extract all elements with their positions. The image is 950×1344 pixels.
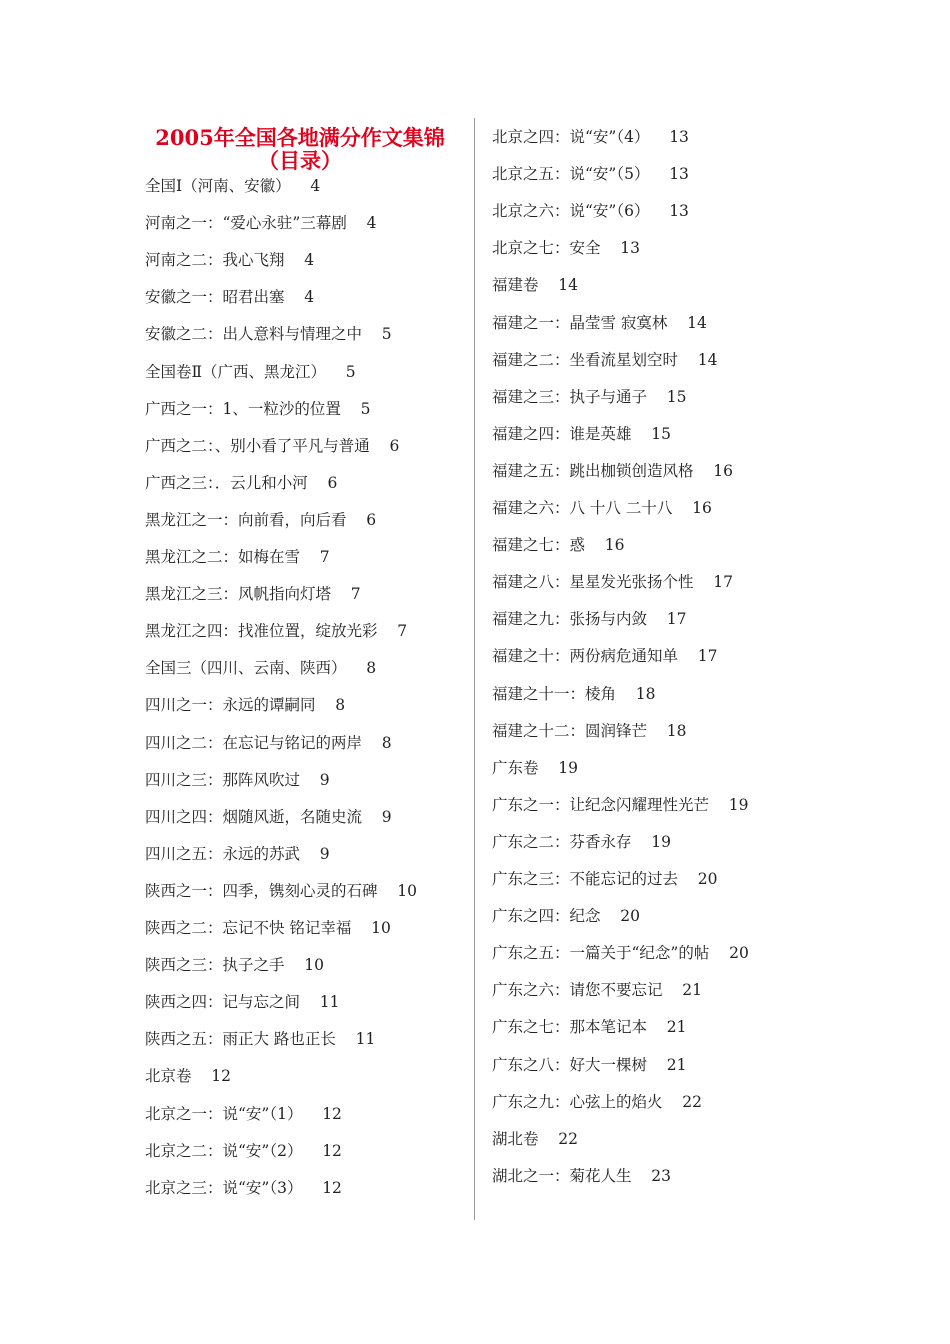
toc-entry-page: 11 [355,1030,376,1049]
toc-entry-title: 陕西之三：执子之手 [145,956,285,975]
toc-entry-title: 安徽之一：昭君出塞 [145,288,285,307]
toc-entry-page: 8 [335,696,346,715]
toc-entry-page: 22 [682,1092,702,1111]
toc-entry [145,510,376,530]
toc-entry-page: 15 [651,424,671,443]
toc-entry [145,1104,342,1124]
toc-entry [145,770,330,790]
toc-entry-page: 4 [304,251,315,270]
toc-entry [145,881,417,901]
toc-entry-title: 安徽之二：出人意料与情理之中 [145,325,363,344]
toc-entry-page: 4 [366,214,377,233]
toc-entry-page: 10 [371,919,391,937]
toc-entry-title: 福建之四：谁是英雄 [492,424,632,443]
toc-entry-page: 5 [345,362,356,381]
toc-entry [492,238,640,258]
toc-entry-title: 河南之一：“爱心永驻”三幕剧 [145,214,347,233]
toc-entry-title: 广东之五：一篇关于“纪念”的帖 [492,944,710,963]
toc-entry [145,436,399,456]
toc-entry [492,1129,578,1149]
toc-entry-title: 广西之三：．云儿和小河 [145,473,308,492]
toc-entry-title: 四川之二：在忘记与铭记的两岸 [145,733,363,752]
toc-entry [145,695,345,715]
toc-entry-title: 全国卷Ⅱ（广西、黑龙江） [145,362,327,381]
toc-entry-page: 16 [713,461,733,480]
toc-entry-title: 陕西之四：记与忘之间 [145,993,301,1012]
toc-entry-page: 13 [669,165,689,184]
toc-entry-page: 19 [651,832,671,851]
toc-entry-page: 13 [620,239,640,258]
toc-entry-page: 7 [397,622,408,641]
toc-entry-title: 福建卷 [492,276,539,295]
toc-entry-page: 19 [558,758,578,777]
toc-entry-title: 福建之七：惑 [492,536,586,555]
toc-entry-page: 16 [604,536,625,555]
toc-entry-page: 12 [211,1067,231,1086]
toc-entry [492,943,749,963]
toc-entry-title: 广西之二：、别小看了平凡与普通 [145,436,370,455]
toc-entry-page: 18 [666,721,687,740]
toc-entry-title: 广东之三：不能忘记的过去 [492,870,679,888]
toc-entry [145,1178,342,1198]
toc-entry-page: 12 [322,1178,342,1197]
toc-entry-page: 15 [666,387,687,406]
toc-entry-page: 12 [322,1141,342,1160]
toc-entry-page: 20 [729,944,749,963]
toc-entry-title: 广东之六：请您不要忘记 [492,981,663,1000]
toc-entry [492,869,717,889]
toc-entry-title: 福建之十：两份病危通知单 [492,647,679,666]
toc-entry [145,324,392,344]
toc-entry-title: 四川之五：永远的苏武 [145,844,301,863]
toc-entry-title: 福建之十二：圆润锋芒 [492,721,648,740]
toc-entry [492,1055,686,1075]
toc-entry [492,572,733,592]
toc-entry-title: 北京之五：说“安”（5） [492,165,650,184]
toc-entry-title: 黑龙江之一：向前看，向后看 [145,510,347,529]
toc-entry [492,350,717,370]
toc-entry-page: 13 [669,202,689,221]
toc-entry [145,658,376,678]
toc-entry-title: 河南之二：我心飞翔 [145,251,285,270]
toc-entry [145,176,320,196]
toc-entry-page: 9 [319,844,330,863]
toc-entry-page: 12 [322,1104,342,1123]
toc-entry-title: 北京卷 [145,1067,192,1086]
toc-entry-page: 8 [366,659,377,678]
toc-entry [145,473,337,493]
toc-entry-title: 广西之一：1、一粒沙的位置 [145,399,341,418]
toc-entry-title: 广东之二：芬香永存 [492,832,632,851]
toc-entry-page: 9 [381,807,392,826]
toc-entry-title: 全国Ⅰ（河南、安徽） [145,177,291,195]
toc-entry-title: 黑龙江之四：找准位置，绽放光彩 [145,622,378,641]
toc-entry-page: 20 [620,907,640,926]
toc-entry-title: 陕西之二：忘记不快 铭记幸福 [145,919,352,937]
toc-entry [145,1066,231,1086]
column-divider [474,118,475,1220]
toc-entry [145,1029,375,1049]
toc-entry-title: 广东之七：那本笔记本 [492,1018,648,1037]
toc-entry-page: 6 [327,473,338,492]
document-subtitle: （目录） [258,148,342,173]
toc-entry [145,584,361,604]
toc-entry-page: 17 [713,573,733,592]
toc-entry-title: 陕西之一：四季，镌刻心灵的石碑 [145,881,378,900]
toc-entry-page: 20 [697,870,718,888]
toc-entry [492,609,686,629]
toc-entry-page: 23 [651,1166,671,1185]
toc-entry-page: 17 [666,610,687,629]
toc-entry [492,684,655,704]
toc-entry-page: 8 [381,733,392,752]
toc-entry-title: 北京之四：说“安”（4） [492,128,650,146]
toc-entry [145,362,356,382]
toc-entry-page: 21 [666,1055,687,1074]
toc-entry-title: 陕西之五：雨正大 路也正长 [145,1030,336,1049]
toc-entry [492,201,689,221]
toc-entry-title: 黑龙江之二：如梅在雪 [145,548,301,566]
toc-entry [145,213,376,233]
toc-entry-title: 北京之三：说“安”（3） [145,1178,303,1197]
toc-entry-title: 福建之九：张扬与内敛 [492,610,648,629]
toc-entry [145,547,330,567]
toc-entry-page: 13 [669,128,689,146]
toc-entry [492,646,717,666]
toc-entry-title: 北京之七：安全 [492,239,601,258]
toc-entry [145,621,407,641]
toc-entry [492,1092,702,1112]
toc-entry-title: 广东卷 [492,758,539,777]
toc-entry-page: 10 [397,881,417,900]
toc-entry-title: 湖北之一：菊花人生 [492,1166,632,1185]
toc-entry [492,424,671,444]
toc-entry-title: 广东之四：纪念 [492,907,601,926]
toc-entry [492,795,748,815]
toc-entry-page: 9 [319,770,330,789]
toc-entry-title: 福建之一：晶莹雪 寂寞林 [492,313,668,332]
toc-entry-title: 广东之九：心弦上的焰火 [492,1092,663,1111]
toc-entry [492,387,686,407]
toc-entry [145,287,314,307]
toc-entry-title: 四川之一：永远的谭嗣同 [145,696,316,715]
toc-entry [492,498,712,518]
toc-entry-page: 18 [635,684,656,703]
toc-entry [145,399,370,419]
toc-entry-page: 4 [310,177,321,195]
toc-entry-page: 21 [682,981,702,1000]
toc-entry-page: 5 [360,399,371,418]
toc-entry-title: 四川之三：那阵风吹过 [145,770,301,789]
toc-entry-page: 17 [697,647,718,666]
toc-entry [145,807,392,827]
toc-entry [145,250,314,270]
toc-entry-title: 福建之六：八 十八 二十八 [492,499,673,517]
toc-entry-page: 7 [350,585,361,604]
toc-entry [492,535,624,555]
toc-entry-page: 14 [697,350,718,369]
toc-entry [492,721,686,741]
toc-entry-page: 4 [304,288,315,307]
toc-entry [492,1166,671,1186]
toc-entry-title: 福建之八：星星发光张扬个性 [492,573,694,592]
toc-entry-page: 11 [319,993,340,1012]
toc-entry-title: 广东之八：好大一棵树 [492,1055,648,1074]
toc-entry [492,906,640,926]
toc-entry [492,127,689,147]
toc-entry-page: 16 [692,499,712,517]
toc-entry-title: 福建之十一：棱角 [492,684,617,703]
toc-entry-page: 14 [687,313,707,332]
toc-entry [492,1017,686,1037]
toc-entry [145,992,339,1012]
toc-entry [145,844,330,864]
toc-entry-title: 湖北卷 [492,1129,539,1148]
toc-entry-page: 21 [666,1018,687,1037]
toc-entry-page: 7 [319,548,330,566]
toc-entry-title: 四川之四：烟随风逝，名随史流 [145,807,363,826]
toc-entry [492,461,733,481]
toc-entry-title: 全国三（四川、云南、陕西） [145,659,347,678]
toc-entry [145,1141,342,1161]
toc-entry-page: 22 [558,1129,578,1148]
toc-entry [492,275,578,295]
toc-entry [492,832,671,852]
toc-entry-title: 福建之二：坐看流星划空时 [492,350,679,369]
toc-entry [492,980,702,1000]
toc-entry-title: 福建之三：执子与通子 [492,387,648,406]
toc-entry [492,758,578,778]
toc-entry-title: 北京之二：说“安”（2） [145,1141,303,1160]
document-title: 2005年全国各地满分作文集锦 [155,125,445,150]
toc-entry-page: 5 [381,325,392,344]
toc-entry-title: 福建之五：跳出枷锁创造风格 [492,461,694,480]
toc-entry-page: 6 [366,510,377,529]
toc-entry-page: 6 [389,436,400,455]
toc-entry-title: 广东之一：让纪念闪耀理性光芒 [492,795,710,814]
toc-entry [145,733,392,753]
toc-entry [492,164,689,184]
toc-entry-page: 14 [558,276,578,295]
toc-entry-page: 10 [304,956,324,975]
toc-entry [145,918,391,938]
toc-entry [492,313,707,333]
toc-entry-title: 北京之一：说“安”（1） [145,1104,303,1123]
toc-entry [145,955,324,975]
toc-entry-title: 北京之六：说“安”（6） [492,202,650,221]
toc-entry-page: 19 [728,795,749,814]
toc-entry-title: 黑龙江之三：风帆指向灯塔 [145,585,332,604]
